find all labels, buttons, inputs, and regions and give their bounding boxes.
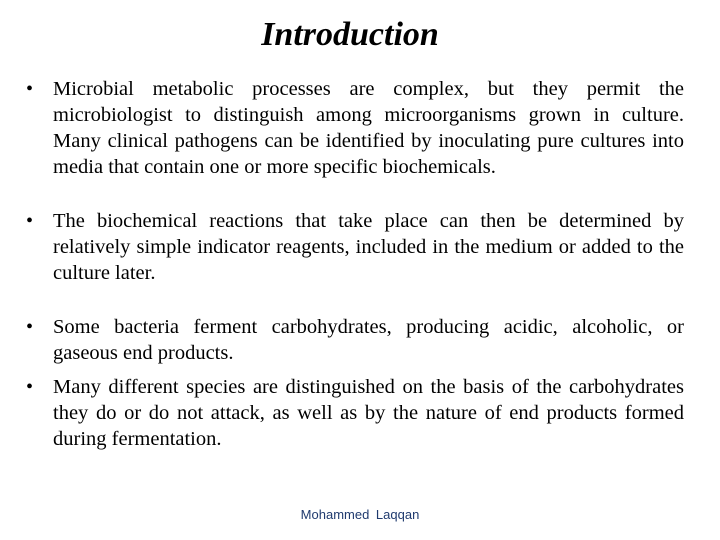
bullet-icon: •	[26, 78, 34, 100]
bullet-text: Microbial metabolic processes are complex, but they permit the microbiologist to distinguish among microorganisms grown in culture. Many clinical pathogens can be identified by inoculating pure cultures into media that contain one or more specific biochemicals.	[53, 78, 684, 178]
bullet-item	[26, 314, 684, 366]
slide-footer-author: Mohammed Laqqan	[300, 507, 420, 522]
bullet-icon: •	[26, 316, 34, 338]
bullet-item	[26, 374, 684, 452]
bullet-text: Some bacteria ferment carbohydrates, producing acidic, alcoholic, or gaseous end products.	[53, 316, 684, 364]
bullet-text: The biochemical reactions that take place can then be determined by relatively simple indicator reagents, included in the medium or added to the culture later.	[53, 210, 684, 284]
bullet-list	[26, 76, 684, 452]
bullet-text: Many different species are distinguished on the basis of the carbohydrates they do or do not attack, as well as by the nature of end products formed during fermentation.	[53, 376, 684, 450]
bullet-item	[26, 76, 684, 180]
bullet-item	[26, 208, 684, 286]
bullet-icon: •	[26, 210, 34, 232]
slide-title: Introduction	[261, 16, 439, 53]
bullet-icon: •	[26, 376, 34, 398]
